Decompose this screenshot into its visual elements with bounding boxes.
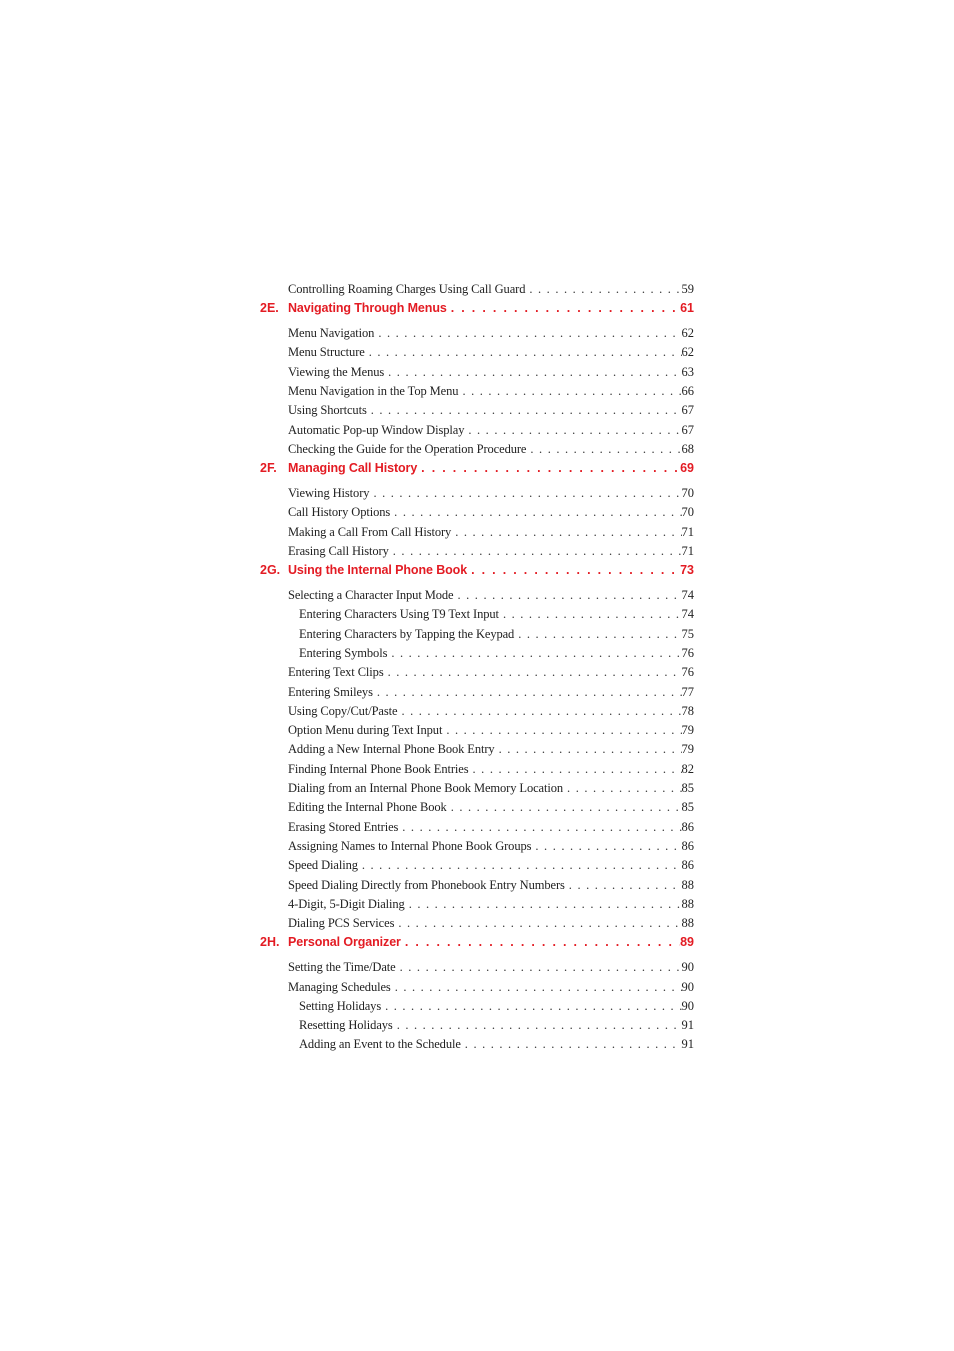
toc-page-number: 88 xyxy=(681,916,694,931)
toc-leader-dots xyxy=(417,459,680,478)
toc-leader-dots xyxy=(391,978,682,997)
toc-section-heading[interactable] xyxy=(288,459,694,478)
toc-entry-title: Erasing Stored Entries xyxy=(288,819,399,834)
toc-entry[interactable] xyxy=(288,324,694,343)
toc-entry-title: Selecting a Character Input Mode xyxy=(288,588,454,602)
toc-leader-dots xyxy=(394,914,681,933)
toc-page-number: 61 xyxy=(680,301,694,316)
toc-leader-dots xyxy=(373,683,682,702)
toc-leader-dots xyxy=(384,363,681,382)
toc-page-number: 70 xyxy=(681,486,694,500)
toc-entry-title: Entering Smileys xyxy=(288,684,373,699)
toc-entry[interactable] xyxy=(288,440,694,459)
toc-entry[interactable] xyxy=(288,503,694,522)
toc-leader-dots xyxy=(526,440,681,459)
toc-leader-dots xyxy=(467,561,680,580)
toc-page-number: 79 xyxy=(681,742,694,757)
toc-leader-dots xyxy=(405,895,682,914)
toc-entry-title: Checking the Guide for the Operation Procedure xyxy=(288,441,527,456)
toc-page-number: 59 xyxy=(681,282,694,296)
toc-entry-title: Entering Characters Using T9 Text Input xyxy=(299,607,499,622)
toc-page-number: 89 xyxy=(680,935,694,950)
toc-page-number: 68 xyxy=(681,441,694,456)
toc-page-number: 71 xyxy=(681,524,694,539)
toc-section-number: 2E. xyxy=(260,301,279,316)
toc-page-number: 62 xyxy=(681,326,694,341)
toc-entry[interactable] xyxy=(288,280,694,299)
toc-leader-dots xyxy=(458,382,681,401)
toc-entry-title: Entering Symbols xyxy=(299,645,388,660)
toc-page-number: 86 xyxy=(681,858,694,873)
toc-entry-title: Controlling Roaming Charges Using Call Guard xyxy=(288,282,526,296)
toc-page-number: 90 xyxy=(681,998,694,1013)
toc-leader-dots xyxy=(495,740,682,759)
toc-leader-dots xyxy=(514,625,681,644)
toc-leader-dots xyxy=(387,644,681,663)
toc-entry-title: Using Copy/Cut/Paste xyxy=(288,703,398,718)
toc-leader-dots xyxy=(389,542,682,561)
toc-leader-dots xyxy=(401,933,680,952)
toc-entry[interactable] xyxy=(288,978,694,997)
toc-leader-dots xyxy=(563,779,681,798)
toc-page-number: 70 xyxy=(681,505,694,520)
toc-entry-title: Making a Call From Call History xyxy=(288,524,452,539)
toc-page-number: 67 xyxy=(681,422,694,437)
toc-section-number: 2H. xyxy=(260,935,280,950)
toc-entry-title: Dialing from an Internal Phone Book Memory Location xyxy=(288,781,564,795)
toc-entry-title: Setting Holidays xyxy=(299,998,382,1013)
toc-entry-title: Viewing the Menus xyxy=(288,364,385,379)
toc-entry-title: Navigating Through Menus xyxy=(288,301,447,316)
toc-entry[interactable] xyxy=(299,625,694,644)
toc-entry[interactable] xyxy=(288,421,694,440)
toc-entry-title: Menu Navigation xyxy=(288,326,375,341)
toc-section-number: 2G. xyxy=(260,563,281,578)
toc-entry[interactable] xyxy=(288,760,694,779)
toc-entry-title: Using the Internal Phone Book xyxy=(288,563,468,578)
toc-entry[interactable] xyxy=(288,401,694,420)
toc-entry[interactable] xyxy=(288,818,694,837)
toc-leader-dots xyxy=(390,503,681,522)
toc-page-number: 62 xyxy=(681,345,694,360)
toc-page-number: 76 xyxy=(681,665,694,680)
toc-page-number: 85 xyxy=(681,800,694,815)
toc-page-number: 85 xyxy=(681,781,694,795)
toc-entry-title: Managing Call History xyxy=(288,461,418,476)
toc-page-number: 91 xyxy=(681,1037,694,1052)
toc-entry-title: Editing the Internal Phone Book xyxy=(288,800,447,815)
toc-entry-title: Entering Text Clips xyxy=(288,665,384,680)
toc-entry-title: Dialing PCS Services xyxy=(288,916,395,931)
toc-entry[interactable] xyxy=(299,605,694,624)
toc-leader-dots xyxy=(451,523,681,542)
toc-page-number: 74 xyxy=(681,588,694,602)
toc-leader-dots xyxy=(367,401,682,420)
toc-leader-dots xyxy=(531,837,681,856)
toc-page-number: 75 xyxy=(681,626,694,641)
toc-entry[interactable] xyxy=(288,876,694,895)
toc-leader-dots xyxy=(369,484,681,503)
toc-entry[interactable] xyxy=(288,895,694,914)
toc-entry-title: Automatic Pop-up Window Display xyxy=(288,422,465,437)
toc-entry[interactable] xyxy=(288,523,694,542)
toc-entry-title: Call History Options xyxy=(288,505,391,520)
toc-section-number: 2F. xyxy=(260,461,277,476)
toc-page-number: 73 xyxy=(680,563,694,578)
toc-entry-title: Setting the Time/Date xyxy=(288,960,396,975)
toc-leader-dots xyxy=(374,324,681,343)
toc-leader-dots xyxy=(397,702,681,721)
toc-entry-title: Speed Dialing xyxy=(288,858,358,873)
toc-section-heading[interactable] xyxy=(288,299,694,318)
toc-entry-title: 4-Digit, 5-Digit Dialing xyxy=(288,896,405,911)
toc-page-number: 88 xyxy=(681,896,694,911)
toc-leader-dots xyxy=(447,299,680,318)
toc-page-number: 71 xyxy=(681,543,694,558)
toc-section-heading[interactable] xyxy=(288,933,694,952)
toc-leader-dots xyxy=(565,876,682,895)
toc-entry[interactable] xyxy=(288,542,694,561)
toc-leader-dots xyxy=(442,721,681,740)
toc-page-number: 78 xyxy=(681,703,694,718)
toc-page-number: 91 xyxy=(681,1018,694,1033)
toc-section-heading[interactable] xyxy=(288,561,694,580)
toc-page-number: 66 xyxy=(681,384,694,398)
toc-leader-dots xyxy=(358,856,682,875)
toc-leader-dots xyxy=(499,605,682,624)
toc-entry[interactable] xyxy=(299,1035,694,1054)
toc-leader-dots xyxy=(464,421,681,440)
toc-entry-title: Menu Structure xyxy=(288,345,365,360)
toc-entry[interactable] xyxy=(288,702,694,721)
toc-entry-title: Personal Organizer xyxy=(288,935,401,950)
toc-entry-title: Managing Schedules xyxy=(288,979,391,994)
toc-page-number: 86 xyxy=(681,819,694,834)
toc-leader-dots xyxy=(447,798,682,817)
toc-entry[interactable] xyxy=(299,644,694,663)
toc-entry[interactable] xyxy=(288,363,694,382)
toc-leader-dots xyxy=(398,818,681,837)
toc-page-number: 63 xyxy=(681,364,694,379)
toc-entry[interactable] xyxy=(288,740,694,759)
toc-entry[interactable] xyxy=(288,837,694,856)
toc-leader-dots xyxy=(381,997,681,1016)
toc-page-number: 74 xyxy=(681,607,694,622)
toc-entry[interactable] xyxy=(288,958,694,977)
toc-entry-title: Adding a New Internal Phone Book Entry xyxy=(288,742,495,757)
toc-entry-title: Finding Internal Phone Book Entries xyxy=(288,761,469,776)
toc-page-number: 90 xyxy=(681,979,694,994)
toc-leader-dots xyxy=(365,343,682,362)
toc-entry-title: Option Menu during Text Input xyxy=(288,723,443,738)
toc-entry[interactable] xyxy=(288,343,694,362)
toc-leader-dots xyxy=(469,760,682,779)
toc-entry[interactable] xyxy=(288,663,694,682)
toc-page-number: 69 xyxy=(680,461,694,476)
toc-leader-dots xyxy=(396,958,682,977)
toc-entry-title: Using Shortcuts xyxy=(288,403,367,418)
toc-leader-dots xyxy=(384,663,682,682)
toc-entry-title: Speed Dialing Directly from Phonebook Entry Numbers xyxy=(288,877,565,892)
toc-entry[interactable] xyxy=(288,914,694,933)
toc-page-number: 77 xyxy=(681,684,694,699)
toc-page-number: 79 xyxy=(681,723,694,738)
toc-entry[interactable] xyxy=(288,721,694,740)
toc-entry[interactable] xyxy=(288,856,694,875)
toc-entry-title: Adding an Event to the Schedule xyxy=(299,1037,461,1052)
toc-entry-title: Menu Navigation in the Top Menu xyxy=(288,384,459,398)
toc-entry[interactable] xyxy=(288,484,694,503)
toc-page-number: 82 xyxy=(681,761,694,776)
toc-entry-title: Entering Characters by Tapping the Keypad xyxy=(299,626,515,641)
toc-leader-dots xyxy=(525,280,681,299)
toc-entry[interactable] xyxy=(288,586,694,605)
toc-entry[interactable] xyxy=(288,779,694,798)
toc-page-number: 88 xyxy=(681,877,694,892)
toc-entry[interactable] xyxy=(288,683,694,702)
toc-page-number: 86 xyxy=(681,838,694,853)
toc-entry[interactable] xyxy=(299,1016,694,1035)
toc-page-number: 67 xyxy=(681,403,694,418)
toc-leader-dots xyxy=(454,586,682,605)
toc-page-number: 76 xyxy=(681,645,694,660)
toc-entry-title: Erasing Call History xyxy=(288,543,389,558)
toc-entry[interactable] xyxy=(288,798,694,817)
toc-page-number: 90 xyxy=(681,960,694,975)
toc-leader-dots xyxy=(461,1035,682,1054)
toc-entry-title: Viewing History xyxy=(288,486,370,500)
toc-entry[interactable] xyxy=(288,382,694,401)
toc-entry-title: Assigning Names to Internal Phone Book Groups xyxy=(288,838,532,853)
toc-entry[interactable] xyxy=(299,997,694,1016)
toc-leader-dots xyxy=(393,1016,682,1035)
toc-entry-title: Resetting Holidays xyxy=(299,1018,393,1033)
